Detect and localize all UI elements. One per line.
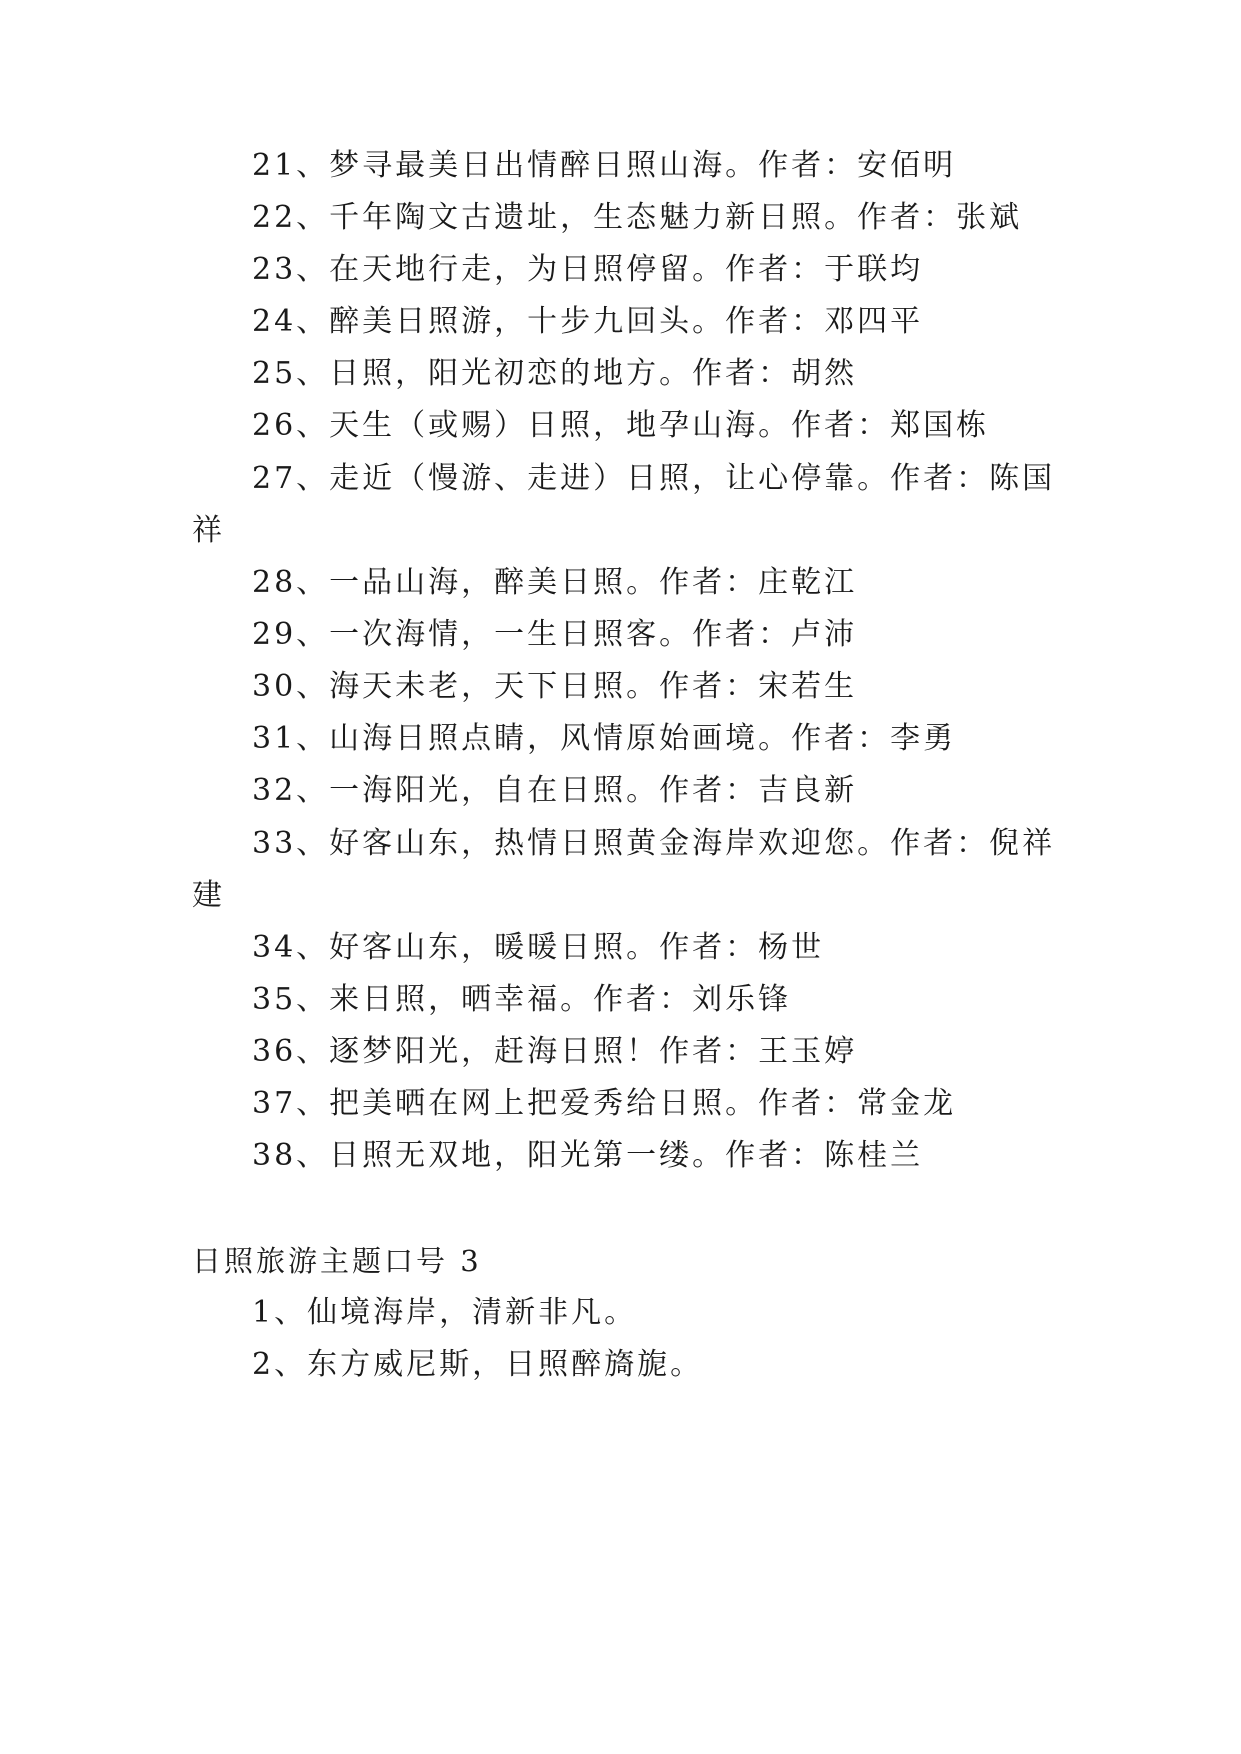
- section-item-2: 2、东方威尼斯，日照醉旖旎。: [252, 1347, 704, 1382]
- slogan-25: 25、日照，阳光初恋的地方。作者：胡然: [252, 356, 858, 391]
- slogan-21: 21、梦寻最美日出情醉日照山海。作者：安佰明: [252, 148, 957, 183]
- slogan-37: 37、把美晒在网上把爱秀给日照。作者：常金龙: [252, 1086, 957, 1121]
- slogan-31: 31、山海日照点睛，风情原始画境。作者：李勇: [252, 721, 957, 756]
- slogan-30: 30、海天未老，天下日照。作者：宋若生: [252, 669, 858, 704]
- slogan-33: 33、好客山东，热情日照黄金海岸欢迎您。作者：倪祥: [252, 826, 1056, 861]
- slogan-22: 22、千年陶文古遗址，生态魅力新日照。作者：张斌: [252, 200, 1023, 235]
- slogan-36: 36、逐梦阳光，赶海日照！作者：王玉婷: [252, 1034, 858, 1069]
- slogan-38: 38、日照无双地，阳光第一缕。作者：陈桂兰: [252, 1138, 924, 1173]
- slogan-32: 32、一海阳光，自在日照。作者：吉良新: [252, 773, 858, 808]
- slogan-34: 34、好客山东，暖暖日照。作者：杨世: [252, 930, 825, 965]
- slogan-27: 27、走近（慢游、走进）日照，让心停靠。作者：陈国: [252, 461, 1056, 496]
- section-heading: 日照旅游主题口号 3: [192, 1244, 482, 1278]
- slogan-29: 29、一次海情，一生日照客。作者：卢沛: [252, 617, 858, 652]
- slogan-28: 28、一品山海，醉美日照。作者：庄乾江: [252, 565, 858, 600]
- slogan-35: 35、来日照，晒幸福。作者：刘乐锋: [252, 982, 792, 1017]
- slogan-27-wrap: 祥: [192, 513, 225, 548]
- section-item-1: 1、仙境海岸，清新非凡。: [252, 1295, 638, 1330]
- slogan-33-wrap: 建: [192, 878, 225, 913]
- slogan-26: 26、天生（或赐）日照，地孕山海。作者：郑国栋: [252, 408, 990, 443]
- slogan-24: 24、醉美日照游，十步九回头。作者：邓四平: [252, 304, 924, 339]
- slogan-23: 23、在天地行走，为日照停留。作者：于联均: [252, 252, 924, 287]
